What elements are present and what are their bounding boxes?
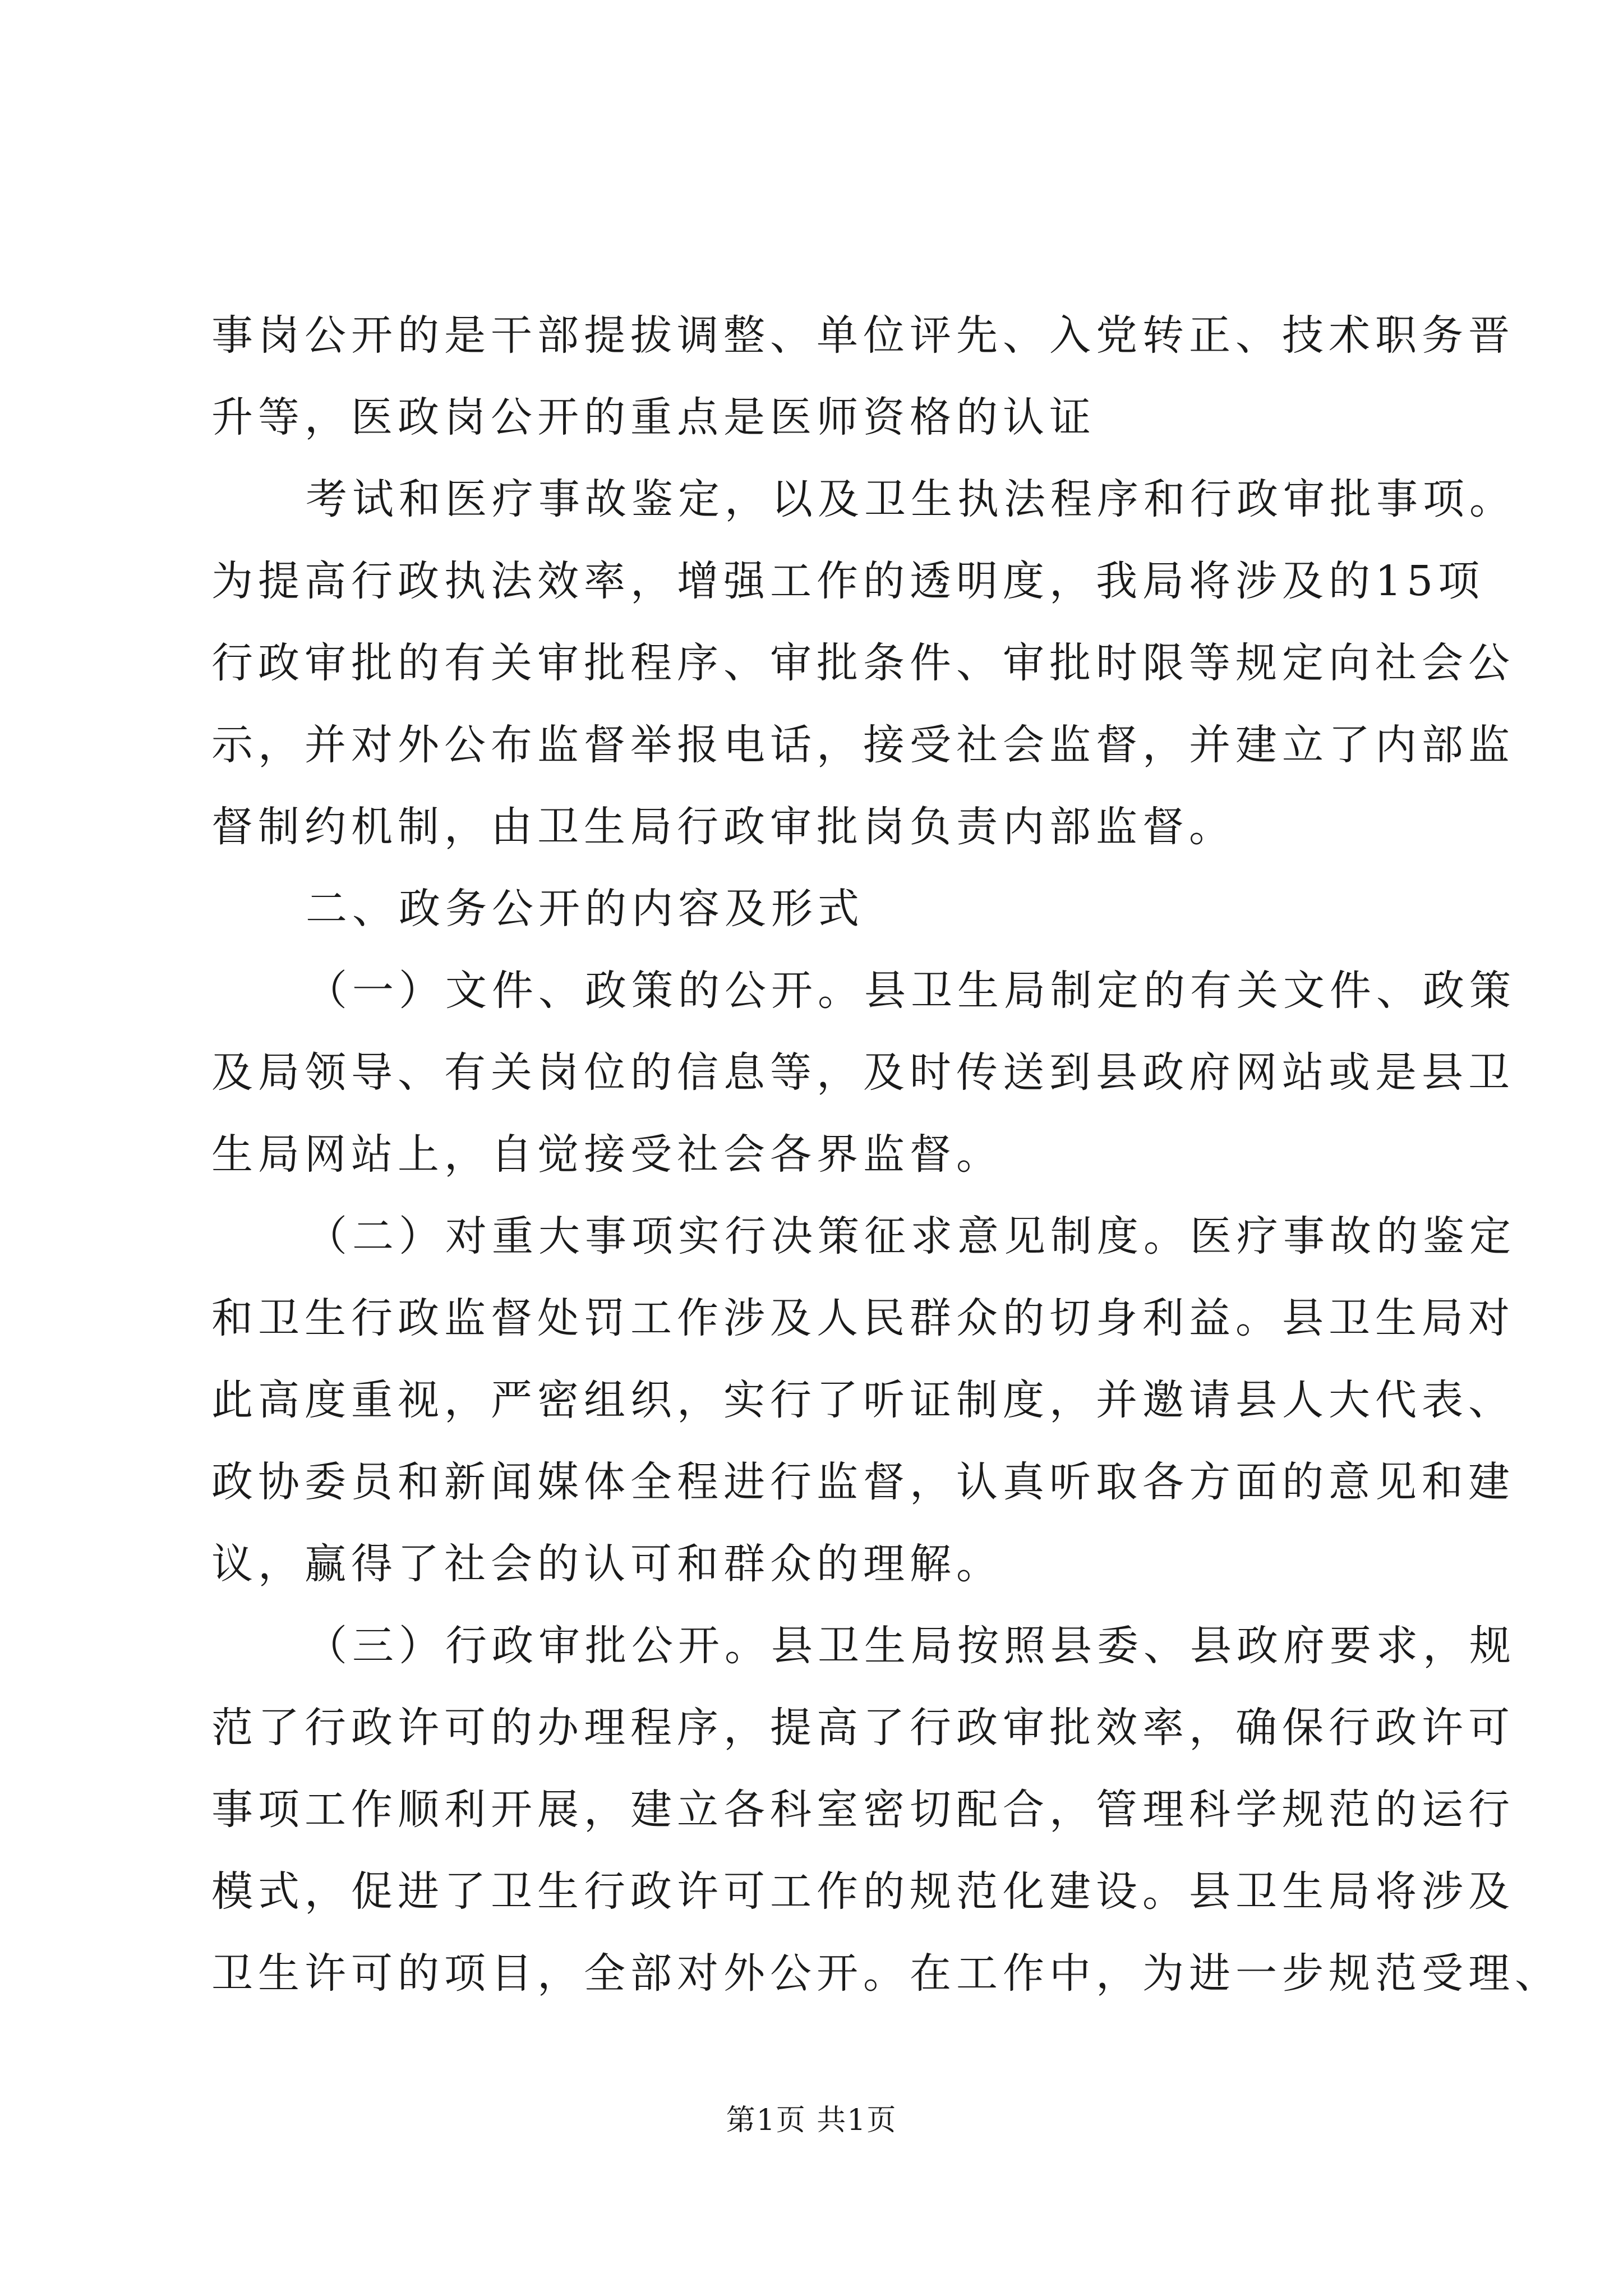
paragraph-line: （二）对重大事项实行决策征求意见制度。医疗事故的鉴定 [306, 1212, 1516, 1260]
paragraph-line: 督制约机制，由卫生局行政审批岗负责内部监督。 [211, 803, 1235, 851]
paragraph-line: 考试和医疗事故鉴定，以及卫生执法程序和行政审批事项。 [306, 475, 1516, 523]
paragraph-line: （三）行政审批公开。县卫生局按照县委、县政府要求，规 [306, 1622, 1516, 1670]
paragraph-line: 此高度重视，严密组织，实行了听证制度，并邀请县人大代表、 [211, 1376, 1515, 1424]
paragraph-line: 行政审批的有关审批程序、审批条件、审批时限等规定向社会公 [211, 639, 1515, 687]
paragraph-line: 卫生许可的项目，全部对外公开。在工作中，为进一步规范受理、 [211, 1949, 1561, 1998]
paragraph-line: 议，赢得了社会的认可和群众的理解。 [211, 1540, 1003, 1588]
paragraph-line: 事项工作顺利开展，建立各科室密切配合，管理科学规范的运行 [211, 1786, 1515, 1834]
paragraph-line: 升等，医政岗公开的重点是医师资格的认证 [211, 393, 1096, 441]
paragraph-line: 事岗公开的是干部提拔调整、单位评先、入党转正、技术职务晋 [211, 311, 1515, 360]
paragraph-line: 为提高行政执法效率，增强工作的透明度，我局将涉及的15项 [211, 557, 1485, 605]
page-footer: 第1页 共1页 [726, 2104, 897, 2137]
paragraph-line: 和卫生行政监督处罚工作涉及人民群众的切身利益。县卫生局对 [211, 1294, 1515, 1342]
paragraph-line: 政协委员和新闻媒体全程进行监督，认真听取各方面的意见和建 [211, 1458, 1515, 1506]
paragraph-line: 及局领导、有关岗位的信息等，及时传送到县政府网站或是县卫 [211, 1048, 1515, 1097]
section-heading: 二、政务公开的内容及形式 [306, 885, 864, 933]
paragraph-line: 示，并对外公布监督举报电话，接受社会监督，并建立了内部监 [211, 721, 1515, 769]
paragraph-line: （一）文件、政策的公开。县卫生局制定的有关文件、政策 [306, 967, 1516, 1015]
paragraph-line: 范了行政许可的办理程序，提高了行政审批效率，确保行政许可 [211, 1704, 1515, 1752]
paragraph-line: 模式，促进了卫生行政许可工作的规范化建设。县卫生局将涉及 [211, 1867, 1515, 1916]
paragraph-line: 生局网站上，自觉接受社会各界监督。 [211, 1130, 1003, 1179]
